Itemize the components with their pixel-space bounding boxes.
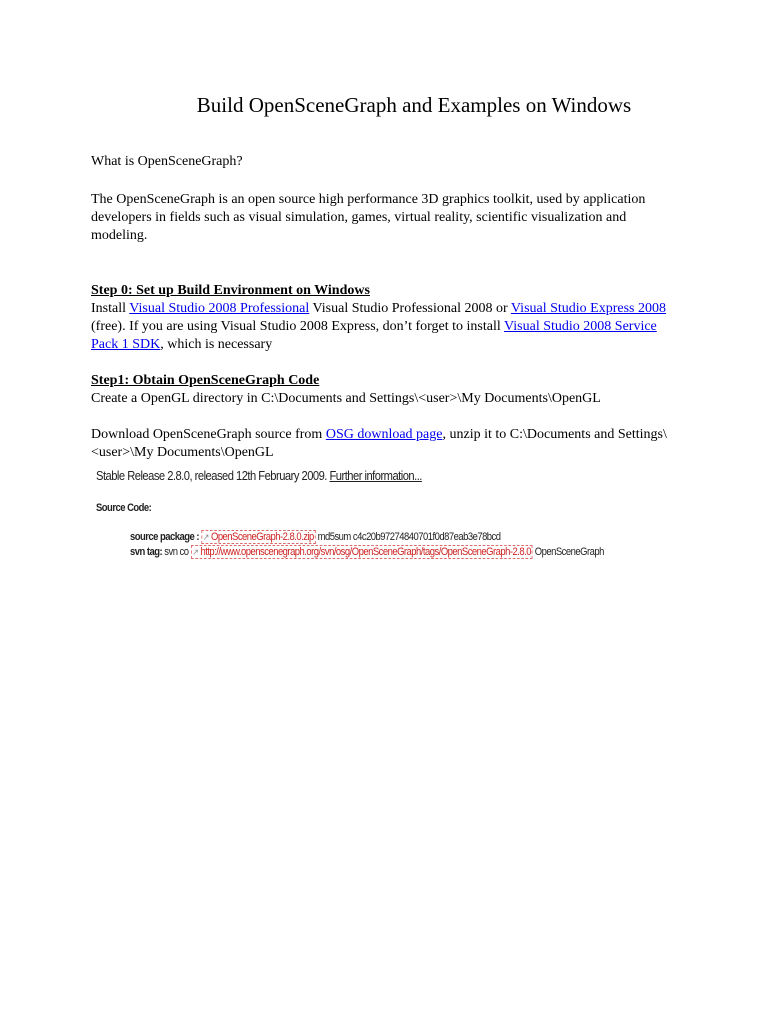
step0-section (91, 282, 681, 354)
step1-directory-text: Create a OpenGL directory in C:\Documents and Settings\<user>\My Documents\OpenGL (91, 391, 601, 406)
svn-url: http://www.openscenegraph.org/svn/osg/OpenSceneGraph/tags/OpenSceneGraph-2.8.0 (200, 546, 531, 558)
step0-text-1: Install (91, 301, 130, 316)
svn-command: svn co (164, 546, 191, 558)
further-information-link[interactable]: Further information... (329, 468, 422, 483)
step1-section (91, 372, 681, 408)
step0-heading: Step 0: Set up Build Environment on Windows (91, 283, 370, 298)
vs2008-professional-link[interactable]: Visual Studio 2008 Professional (129, 301, 310, 316)
intro-paragraph: The OpenSceneGraph is an open source high performance 3D graphics toolkit, used by application developers in fields such as visual simulation, games, virtual reality, scientific visualization and modeling. (91, 192, 646, 243)
source-package-label: source package : (130, 531, 202, 543)
package-zip-name: OpenSceneGraph-2.8.0.zip (210, 531, 314, 543)
intro-question: What is OpenSceneGraph? (91, 154, 243, 169)
step0-paragraph (91, 300, 681, 354)
vs2008-sp1-sdk-link[interactable]: Visual Studio 2008 Service Pack 1 SDK (91, 319, 657, 352)
page-title: Build OpenSceneGraph and Examples on Windows (196, 93, 632, 117)
osg-download-page-link[interactable]: OSG download page (325, 427, 443, 442)
svn-url-link[interactable] (191, 545, 533, 559)
step0-text-2: Visual Studio Professional 2008 or (309, 301, 511, 316)
stable-release-line (96, 467, 422, 485)
step0-text-3: (free). If you are using Visual Studio 2008 Express, don’t forget to install (91, 319, 505, 334)
svn-destination: OpenSceneGraph (532, 546, 604, 558)
source-code-label: Source Code: (96, 502, 152, 514)
package-zip-link[interactable] (201, 530, 315, 544)
svn-tag-label: svn tag: (130, 546, 165, 558)
md5sum-text: md5sum c4c20b97274840701f0d87eab3e78bcd (315, 531, 501, 543)
external-link-icon: ↗ (192, 547, 199, 557)
step0-text-4: , which is necessary (160, 337, 273, 352)
stable-release-text: Stable Release 2.8.0, released 12th February 2009. (96, 468, 330, 483)
vs2008-express-link[interactable]: Visual Studio Express 2008 (510, 301, 667, 316)
embedded-download-screenshot (90, 462, 630, 562)
download-paragraph (91, 426, 681, 462)
svn-tag-row (130, 543, 604, 561)
step1-heading: Step1: Obtain OpenSceneGraph Code (91, 373, 320, 388)
external-link-icon: ↗ (202, 532, 209, 542)
download-text-1: Download OpenSceneGraph source from (91, 427, 326, 442)
download-text-2: , unzip it to C:\Documents and Settings\<user>\My Documents\OpenGL (91, 427, 667, 460)
